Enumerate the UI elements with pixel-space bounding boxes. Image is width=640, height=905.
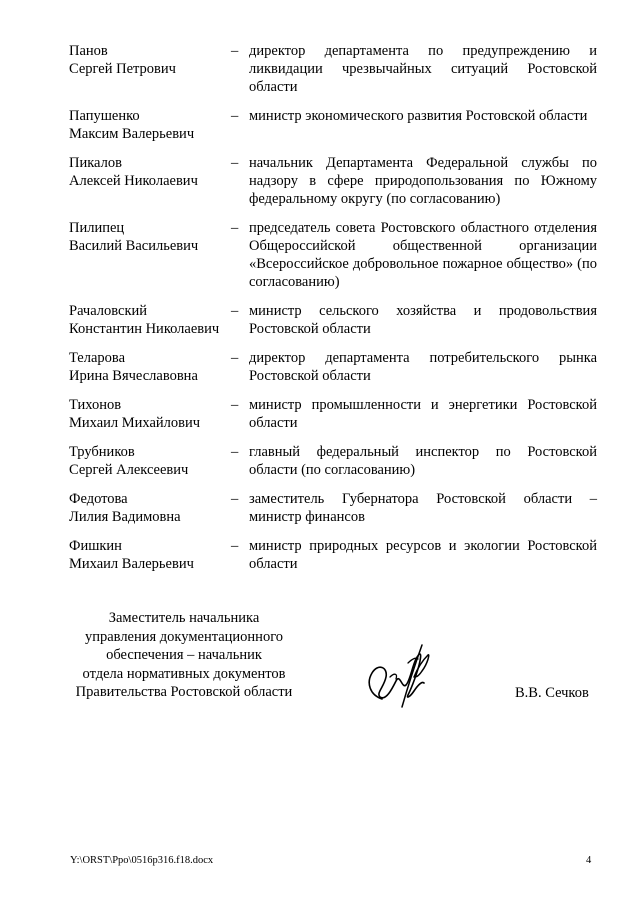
member-row bbox=[69, 396, 597, 432]
handwritten-signature bbox=[362, 637, 434, 717]
member-row bbox=[69, 107, 597, 143]
member-row bbox=[69, 537, 597, 573]
member-dash: – bbox=[231, 444, 239, 460]
member-name bbox=[69, 490, 231, 526]
member-name bbox=[69, 42, 231, 78]
member-row bbox=[69, 349, 597, 385]
member-last-name: Панов bbox=[69, 43, 108, 59]
member-role: начальник Департамента Федеральной службы по надзору в сфере природопользования по Южному федеральному округу (по согласованию) bbox=[249, 155, 597, 207]
signer-name: В.В. Сечков bbox=[515, 685, 589, 701]
member-name bbox=[69, 537, 231, 573]
member-name bbox=[69, 107, 231, 143]
member-row bbox=[69, 443, 597, 479]
signer-position-line: Правительства Ростовской области bbox=[75, 684, 293, 700]
member-dash: – bbox=[231, 538, 239, 554]
page-number: 4 bbox=[586, 855, 592, 866]
signer-position-line: управления документационного bbox=[84, 628, 284, 645]
member-role: министр экономического развития Ростовской области bbox=[249, 108, 588, 124]
member-dash: – bbox=[231, 155, 239, 171]
member-last-name: Тихонов bbox=[69, 397, 122, 413]
member-last-name: Теларова bbox=[69, 350, 126, 366]
member-last-name: Пилипец bbox=[69, 220, 125, 236]
member-dash: – bbox=[231, 350, 239, 366]
member-row bbox=[69, 302, 597, 338]
member-name bbox=[69, 154, 231, 190]
member-last-name: Рачаловский bbox=[69, 303, 148, 319]
member-list bbox=[69, 42, 597, 584]
member-first-names: Михаил Михайлович bbox=[69, 415, 201, 431]
member-dash: – bbox=[231, 491, 239, 507]
member-role: министр природных ресурсов и экологии Ростовской области bbox=[249, 538, 597, 572]
member-last-name: Папушенко bbox=[69, 108, 140, 124]
member-dash: – bbox=[231, 397, 239, 413]
member-row bbox=[69, 219, 597, 291]
member-row bbox=[69, 42, 597, 96]
signer-position-line: отдела нормативных документов bbox=[82, 665, 286, 682]
signer-position bbox=[64, 609, 304, 702]
member-dash: – bbox=[231, 220, 239, 236]
member-role: заместитель Губернатора Ростовской области – министр финансов bbox=[249, 491, 597, 525]
member-row bbox=[69, 490, 597, 526]
member-role: главный федеральный инспектор по Ростовской области (по согласованию) bbox=[249, 444, 597, 478]
member-dash: – bbox=[231, 43, 239, 59]
member-role: директор департамента потребительского рынка Ростовской области bbox=[249, 350, 597, 384]
member-first-names: Василий Васильевич bbox=[69, 238, 199, 254]
member-last-name: Пикалов bbox=[69, 155, 122, 171]
member-first-names: Константин Николаевич bbox=[69, 321, 220, 337]
member-first-names: Михаил Валерьевич bbox=[69, 556, 194, 572]
member-dash: – bbox=[231, 303, 239, 319]
member-first-names: Максим Валерьевич bbox=[69, 126, 195, 142]
member-first-names: Сергей Петрович bbox=[69, 61, 176, 77]
member-role: министр сельского хозяйства и продовольствия Ростовской области bbox=[249, 303, 597, 337]
member-name bbox=[69, 443, 231, 479]
member-role: министр промышленности и энергетики Ростовской области bbox=[249, 397, 597, 431]
member-first-names: Лилия Вадимовна bbox=[69, 509, 181, 525]
member-role: председатель совета Ростовского областного отделения Общероссийской общественной организации «Всероссийское добровольное пожарное общество» (по согласованию) bbox=[249, 220, 597, 290]
member-row bbox=[69, 154, 597, 208]
signer-position-line: обеспечения – начальник bbox=[106, 647, 262, 663]
member-name bbox=[69, 349, 231, 385]
member-dash: – bbox=[231, 108, 239, 124]
member-name bbox=[69, 302, 231, 338]
member-last-name: Федотова bbox=[69, 491, 128, 507]
member-first-names: Ирина Вячеславовна bbox=[69, 368, 198, 384]
footer-file-path: Y:\ORST\Ppo\0516p316.f18.docx bbox=[70, 855, 214, 866]
member-first-names: Алексей Николаевич bbox=[69, 173, 198, 189]
member-name bbox=[69, 219, 231, 255]
member-name bbox=[69, 396, 231, 432]
signer-position-line: Заместитель начальника bbox=[108, 610, 260, 626]
member-last-name: Трубников bbox=[69, 444, 135, 460]
member-first-names: Сергей Алексеевич bbox=[69, 462, 189, 478]
member-last-name: Фишкин bbox=[69, 538, 122, 554]
member-role: директор департамента по предупреждению и ликвидации чрезвычайных ситуаций Ростовской области bbox=[249, 43, 597, 95]
